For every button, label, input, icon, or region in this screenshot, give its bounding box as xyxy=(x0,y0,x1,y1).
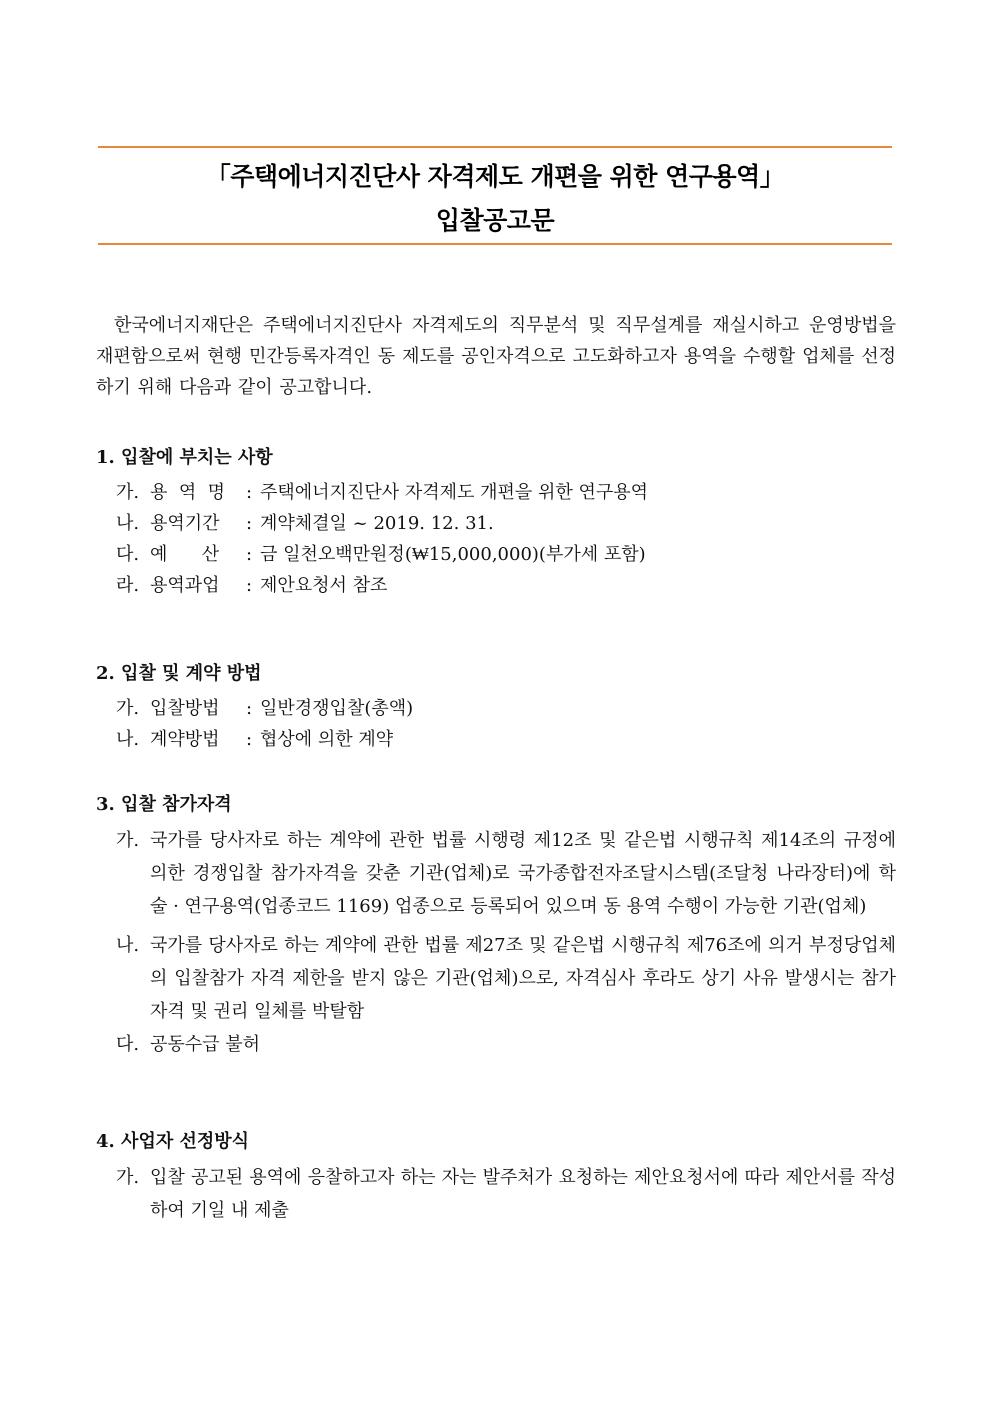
section-1 xyxy=(96,443,896,601)
list-item: 가. 국가를 당사자로 하는 계약에 관한 법률 시행령 제12조 및 같은법 시행규칙 제14조의 규정에 의한 경쟁입찰 참가자격을 갖춘 기관(업체)로 국가종합전자조달시스템(조달청 나라장터)에 학술 · 연구용역(업종코드 1169) 업종으로 등록되어 있으며 동 용역 수행이 가능한 기관(업체) xyxy=(116,830,896,917)
list-item: 가. 입찰 공고된 용역에 응찰하고자 하는 자는 발주처가 요청하는 제안요청서에 따라 제안서를 작성하여 기일 내 제출 xyxy=(116,1167,896,1221)
list-item: 나. 용역기간 : 계약체결일 ~ 2019. 12. 31. xyxy=(116,513,494,534)
list-item: 다. 공동수급 불허 xyxy=(116,1034,261,1055)
section-heading: 2. 입찰 및 계약 방법 xyxy=(96,663,262,684)
section-heading: 3. 입찰 참가자격 xyxy=(96,794,232,815)
section-heading: 4. 사업자 선정방식 xyxy=(96,1131,250,1152)
title-bottom-rule xyxy=(98,243,892,245)
section-heading: 1. 입찰에 부치는 사항 xyxy=(96,447,273,468)
list-item: 나. 국가를 당사자로 하는 계약에 관한 법률 제27조 및 같은법 시행규칙 제76조에 의거 부정당업체의 입찰참가 자격 제한을 받지 않은 기관(업체)으로, 자격심사 후라도 상기 사유 발생시는 참가자격 및 권리 일체를 박탈함 xyxy=(116,935,896,1022)
section-4 xyxy=(96,1127,896,1227)
section-2 xyxy=(96,659,896,755)
list-item: 가. 입찰방법 : 일반경쟁입찰(총액) xyxy=(116,698,414,719)
list-item: 가. 용 역 명 : 주택에너지진단사 자격제도 개편을 위한 연구용역 xyxy=(116,482,649,503)
intro-paragraph: 한국에너지재단은 주택에너지진단사 자격제도의 직무분석 및 직무설계를 재실시하고 운영방법을 재편함으로써 현행 민간등록자격인 동 제도를 공인자격으로 고도화하고자 용역을 수행할 업체를 선정하기 위해 다음과 같이 공고합니다. xyxy=(96,315,896,398)
list-item: 나. 계약방법 : 협상에 의한 계약 xyxy=(116,729,394,750)
section-3 xyxy=(96,790,896,1061)
document-title: 「주택에너지진단사 자격제도 개편을 위한 연구용역」 xyxy=(205,162,785,191)
title-top-rule xyxy=(98,146,892,148)
list-item: 라. 용역과업 : 제안요청서 참조 xyxy=(116,575,388,596)
document-subtitle: 입찰공고문 xyxy=(435,206,555,235)
list-item: 다. 예 산 : 금 일천오백만원정(₩15,000,000)(부가세 포함) xyxy=(116,544,646,565)
